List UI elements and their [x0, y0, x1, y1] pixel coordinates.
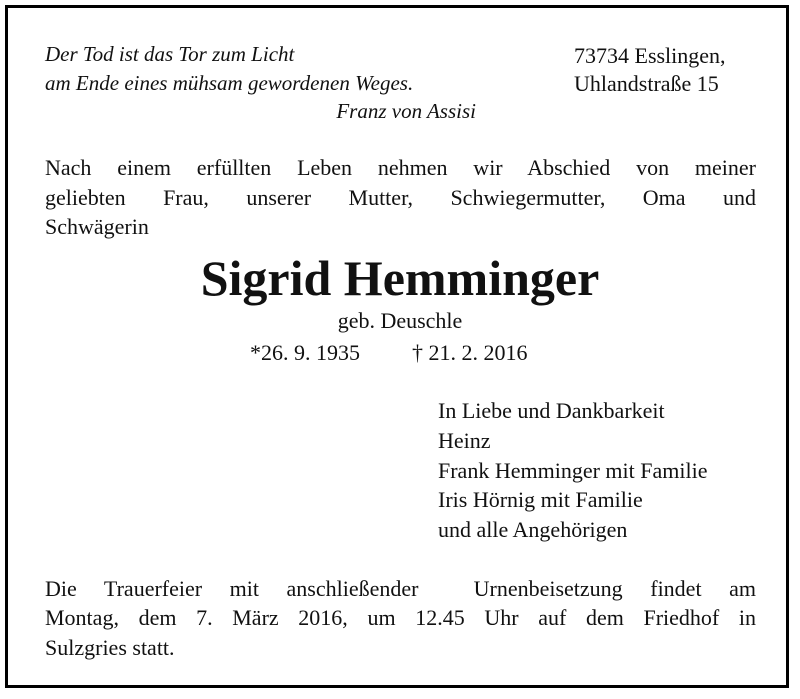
mourner-line: und alle Angehörigen [438, 517, 628, 542]
intro-line-2: geliebten Frau, unserer Mutter, Schwiegermutter, Oma und [45, 185, 756, 210]
deceased-name: Sigrid Hemminger [200, 250, 600, 306]
motto-author: Franz von Assisi [336, 99, 476, 123]
funeral-line-2: Montag, dem 7. März 2016, um 12.45 Uhr auf dem Friedhof in [45, 605, 756, 630]
mourner-line: In Liebe und Dankbarkeit [438, 398, 665, 423]
mourner-line: Frank Hemminger mit Familie [438, 458, 708, 483]
maiden-name: geb. Deuschle [337, 308, 463, 333]
motto-line-1: Der Tod ist das Tor zum Licht [45, 42, 295, 66]
mourner-line: Heinz [438, 428, 491, 453]
intro-line-1: Nach einem erfüllten Leben nehmen wir Abschied von meiner [45, 155, 756, 180]
address-line-1: 73734 Esslingen, [574, 43, 726, 68]
birth-date: *26. 9. 1935 [250, 340, 360, 365]
motto-line-2: am Ende eines mühsam gewordenen Weges. [45, 71, 414, 95]
intro-line-3: Schwägerin [45, 214, 149, 239]
funeral-line-1: Die Trauerfeier mit anschließender Urnenbeisetzung findet am [45, 576, 756, 601]
address-line-2: Uhlandstraße 15 [574, 71, 719, 96]
funeral-line-3: Sulzgries statt. [45, 635, 175, 660]
death-date: † 21. 2. 2016 [412, 340, 528, 365]
mourner-line: Iris Hörnig mit Familie [438, 487, 643, 512]
